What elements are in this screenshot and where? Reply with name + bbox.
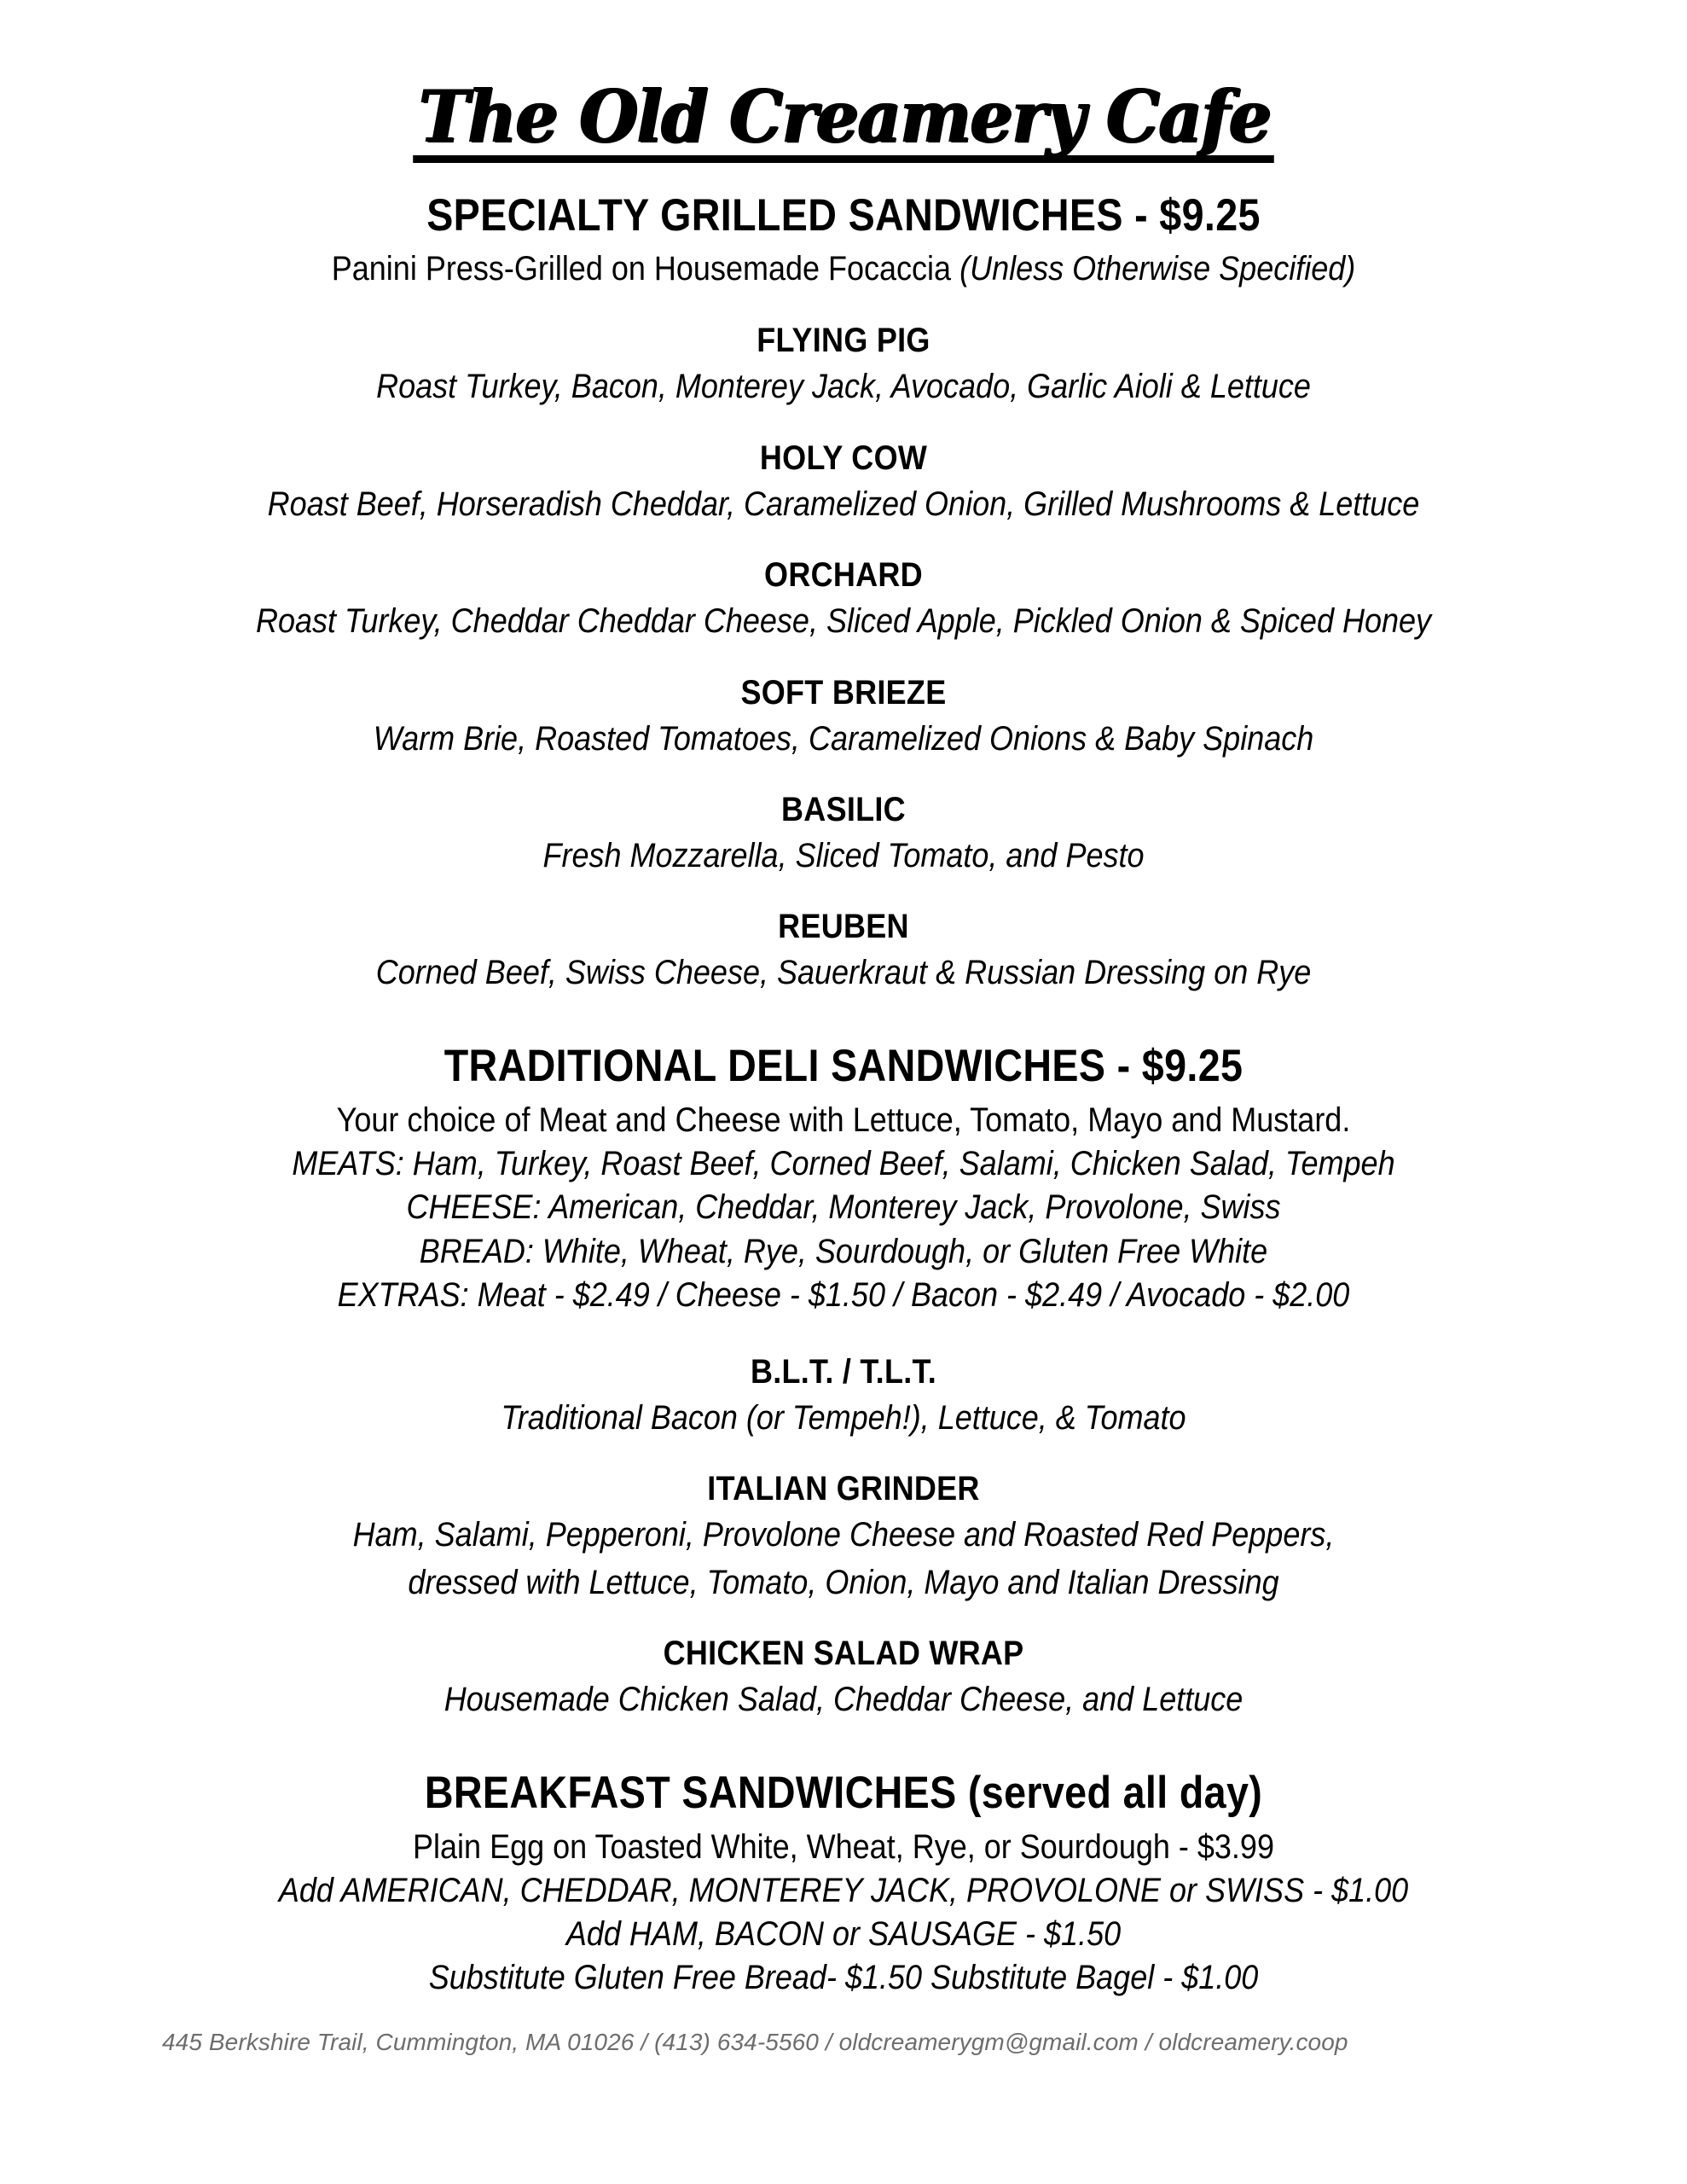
menu-item xyxy=(0,906,1687,994)
menu-item-description: Fresh Mozzarella, Sliced Tomato, and Pesto xyxy=(542,837,1145,875)
menu-item xyxy=(0,1351,1687,1439)
section-heading-specialty: SPECIALTY GRILLED SANDWICHES - $9.25 xyxy=(426,190,1261,241)
deli-choice-bread: BREAD: White, Wheat, Rye, Sourdough, or Gluten Free White xyxy=(419,1232,1268,1270)
menu-item xyxy=(0,555,1687,642)
subtitle-italic-note: (Unless Otherwise Specified) xyxy=(959,250,1356,288)
deli-choice-extras: EXTRAS: Meat - $2.49 / Cheese - $1.50 / Bacon - $2.49 / Avocado - $2.00 xyxy=(337,1275,1350,1314)
menu-item xyxy=(0,672,1687,760)
menu-item-description: Roast Beef, Horseradish Cheddar, Caramelized Onion, Grilled Mushrooms & Lettuce xyxy=(267,485,1420,523)
menu-item-name: BASILIC xyxy=(781,791,906,829)
deli-choice-cheese: CHEESE: American, Cheddar, Monterey Jack, Provolone, Swiss xyxy=(406,1188,1281,1227)
menu-item-name: SOFT BRIEZE xyxy=(740,673,947,712)
menu-item-name: B.L.T. / T.L.T. xyxy=(750,1352,937,1391)
menu-item xyxy=(0,1633,1687,1721)
menu-item-description-line-2: dressed with Lettuce, Tomato, Onion, Mayo and Italian Dressing xyxy=(408,1563,1279,1601)
menu-item-description: Warm Brie, Roasted Tomatoes, Caramelized Onions & Baby Spinach xyxy=(373,719,1314,758)
menu-item xyxy=(0,320,1687,408)
menu-item-description: Roast Turkey, Cheddar Cheddar Cheese, Sliced Apple, Pickled Onion & Spiced Honey xyxy=(255,602,1432,641)
menu-header xyxy=(0,0,1687,163)
menu-item-description-line-1: Ham, Salami, Pepperoni, Provolone Cheese and Roasted Red Peppers, xyxy=(352,1516,1335,1554)
deli-intro-line: Your choice of Meat and Cheese with Lettuce, Tomato, Mayo and Mustard. xyxy=(336,1101,1351,1139)
section-breakfast-sandwiches xyxy=(0,1769,1687,2001)
menu-item xyxy=(0,789,1687,877)
menu-item-name: CHICKEN SALAD WRAP xyxy=(663,1635,1024,1673)
section-heading-traditional-deli: TRADITIONAL DELI SANDWICHES - $9.25 xyxy=(443,1040,1244,1091)
section-specialty-grilled-sandwiches xyxy=(0,192,1687,995)
menu-item-description: Traditional Bacon (or Tempeh!), Lettuce, & Tomato xyxy=(501,1398,1186,1437)
footer-contact-info: 445 Berkshire Trail, Cummington, MA 01026 / (413) 634-5560 / oldcreamerygm@gmail.com / oldcreamery.coop xyxy=(162,2029,1348,2055)
breakfast-addon-cheese: Add AMERICAN, CHEDDAR, MONTEREY JACK, PROVOLONE or SWISS - $1.00 xyxy=(278,1871,1409,1909)
menu-item-name: HOLY COW xyxy=(759,439,928,477)
breakfast-addon-meat: Add HAM, BACON or SAUSAGE - $1.50 xyxy=(565,1915,1122,1954)
section-heading-breakfast: BREAKFAST SANDWICHES (served all day) xyxy=(424,1767,1263,1818)
restaurant-title: The Old Creamery Cafe xyxy=(413,82,1274,163)
menu-item-description: Roast Turkey, Bacon, Monterey Jack, Avocado, Garlic Aioli & Lettuce xyxy=(376,368,1311,406)
menu-item-name: FLYING PIG xyxy=(757,322,930,360)
section-subtitle-specialty xyxy=(84,247,1603,291)
menu-item-name: ITALIAN GRINDER xyxy=(707,1470,980,1508)
menu-item-name: REUBEN xyxy=(778,908,909,946)
breakfast-base-line: Plain Egg on Toasted White, Wheat, Rye, or Sourdough - $3.99 xyxy=(413,1827,1274,1866)
section-traditional-deli-sandwiches xyxy=(0,1040,1687,1722)
menu-item xyxy=(0,438,1687,526)
menu-item-description: Housemade Chicken Salad, Cheddar Cheese, and Lettuce xyxy=(443,1681,1244,1719)
deli-choice-meats: MEATS: Ham, Turkey, Roast Beef, Corned Beef, Salami, Chicken Salad, Tempeh xyxy=(292,1145,1395,1183)
menu-item-description: Corned Beef, Swiss Cheese, Sauerkraut & Russian Dressing on Rye xyxy=(375,954,1312,992)
breakfast-substitutions: Substitute Gluten Free Bread- $1.50 Substitute Bagel - $1.00 xyxy=(428,1959,1259,1997)
subtitle-plain-text: Panini Press-Grilled on Housemade Focaccia xyxy=(331,250,960,288)
menu-item-name: ORCHARD xyxy=(764,556,923,595)
menu-item xyxy=(0,1468,1687,1604)
